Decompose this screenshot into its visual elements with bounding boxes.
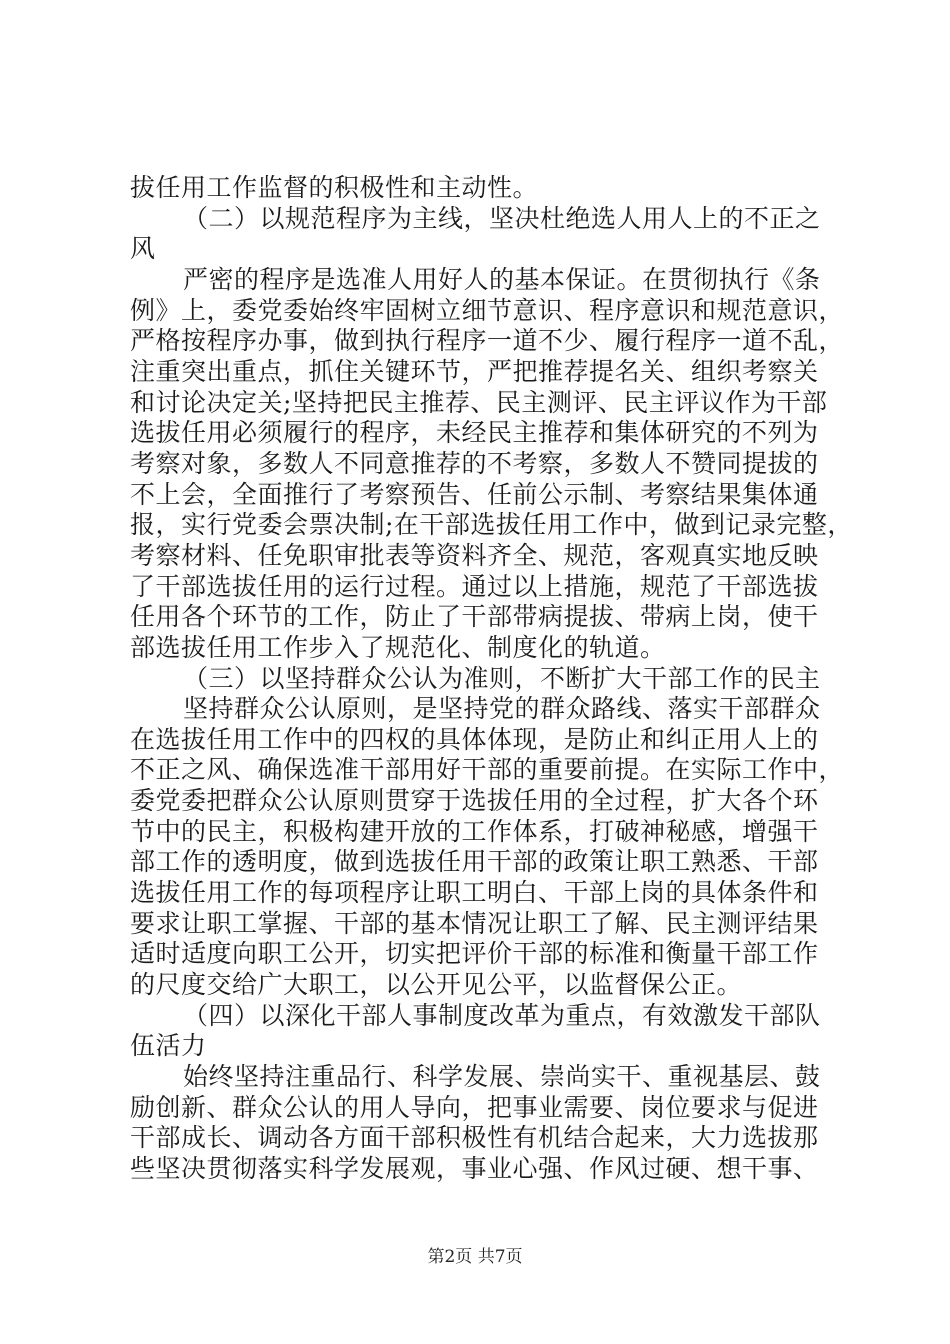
- text-line: 了干部选拔任用的运行过程。通过以上措施，规范了干部选拔: [130, 571, 819, 601]
- text-line: 要求让职工掌握、干部的基本情况让职工了解、民主测评结果: [130, 908, 819, 938]
- paragraph-first-line: 始终坚持注重品行、科学发展、崇尚实干、重视基层、鼓: [183, 1062, 821, 1092]
- text-line: 委党委把群众公认原则贯穿于选拔任用的全过程，扩大各个环: [130, 786, 819, 816]
- text-line: 任用各个环节的工作，防止了干部带病提拔、带病上岗，使干: [130, 602, 819, 632]
- text-line: 不上会，全面推行了考察预告、任前公示制、考察结果集体通: [130, 479, 819, 509]
- text-line: 干部成长、调动各方面干部积极性有机结合起来，大力选拔那: [130, 1123, 819, 1153]
- text-line: 考察材料、任免职审批表等资料齐全、规范，客观真实地反映: [130, 540, 819, 570]
- text-line: 和讨论决定关;坚持把民主推荐、民主测评、民主评议作为干部: [130, 387, 828, 417]
- text-line: 部选拔任用工作步入了规范化、制度化的轨道。: [130, 632, 666, 662]
- text-line: 选拔任用工作的每项程序让职工明白、干部上岗的具体条件和: [130, 878, 819, 908]
- text-line: 选拔任用必须履行的程序，未经民主推荐和集体研究的不列为: [130, 418, 819, 448]
- text-line: 励创新、群众公认的用人导向，把事业需要、岗位要求与促进: [130, 1092, 819, 1122]
- section-heading: （四）以深化干部人事制度改革为重点，有效激发干部队: [183, 1000, 821, 1030]
- text-line: 些坚决贯彻落实科学发展观，事业心强、作风过硬、想干事、: [130, 1154, 819, 1183]
- text-line: 注重突出重点，抓住关键环节，严把推荐提名关、组织考察关: [130, 356, 819, 386]
- text-line: 节中的民主，积极构建开放的工作体系，打破神秘感，增强干: [130, 816, 819, 846]
- paragraph-first-line: 严密的程序是选准人用好人的基本保证。在贯彻执行《条: [183, 264, 821, 294]
- text-line: 报，实行党委会票决制;在干部选拔任用工作中，做到记录完整，: [130, 510, 853, 540]
- section-heading: （三）以坚持群众公认为准则，不断扩大干部工作的民主: [183, 663, 821, 693]
- section-heading-continued: 伍活力: [130, 1031, 207, 1061]
- text-line: 不正之风、确保选准干部用好干部的重要前提。在实际工作中，: [130, 755, 845, 785]
- page-number-footer: 第2页 共7页: [427, 1247, 523, 1267]
- paragraph-first-line: 坚持群众公认原则，是坚持党的群众路线、落实干部群众: [183, 694, 821, 724]
- text-line: 拔任用工作监督的积极性和主动性。: [130, 173, 539, 202]
- text-line: 部工作的透明度，做到选拔任用干部的政策让职工熟悉、干部: [130, 847, 819, 877]
- text-line: 在选拔任用工作中的四权的具体体现，是防止和纠正用人上的: [130, 724, 819, 754]
- text-line: 的尺度交给广大职工，以公开见公平，以监督保公正。: [130, 970, 743, 1000]
- text-line: 考察对象，多数人不同意推荐的不考察，多数人不赞同提拔的: [130, 448, 819, 478]
- text-line: 例》上，委党委始终牢固树立细节意识、程序意识和规范意识，: [130, 295, 845, 325]
- section-heading-continued: 风: [130, 234, 156, 264]
- section-heading: （二）以规范程序为主线，坚决杜绝选人用人上的不正之: [183, 203, 821, 233]
- text-line: 严格按程序办事，做到执行程序一道不少、履行程序一道不乱，: [130, 326, 845, 356]
- text-line: 适时适度向职工公开，切实把评价干部的标准和衡量干部工作: [130, 939, 819, 969]
